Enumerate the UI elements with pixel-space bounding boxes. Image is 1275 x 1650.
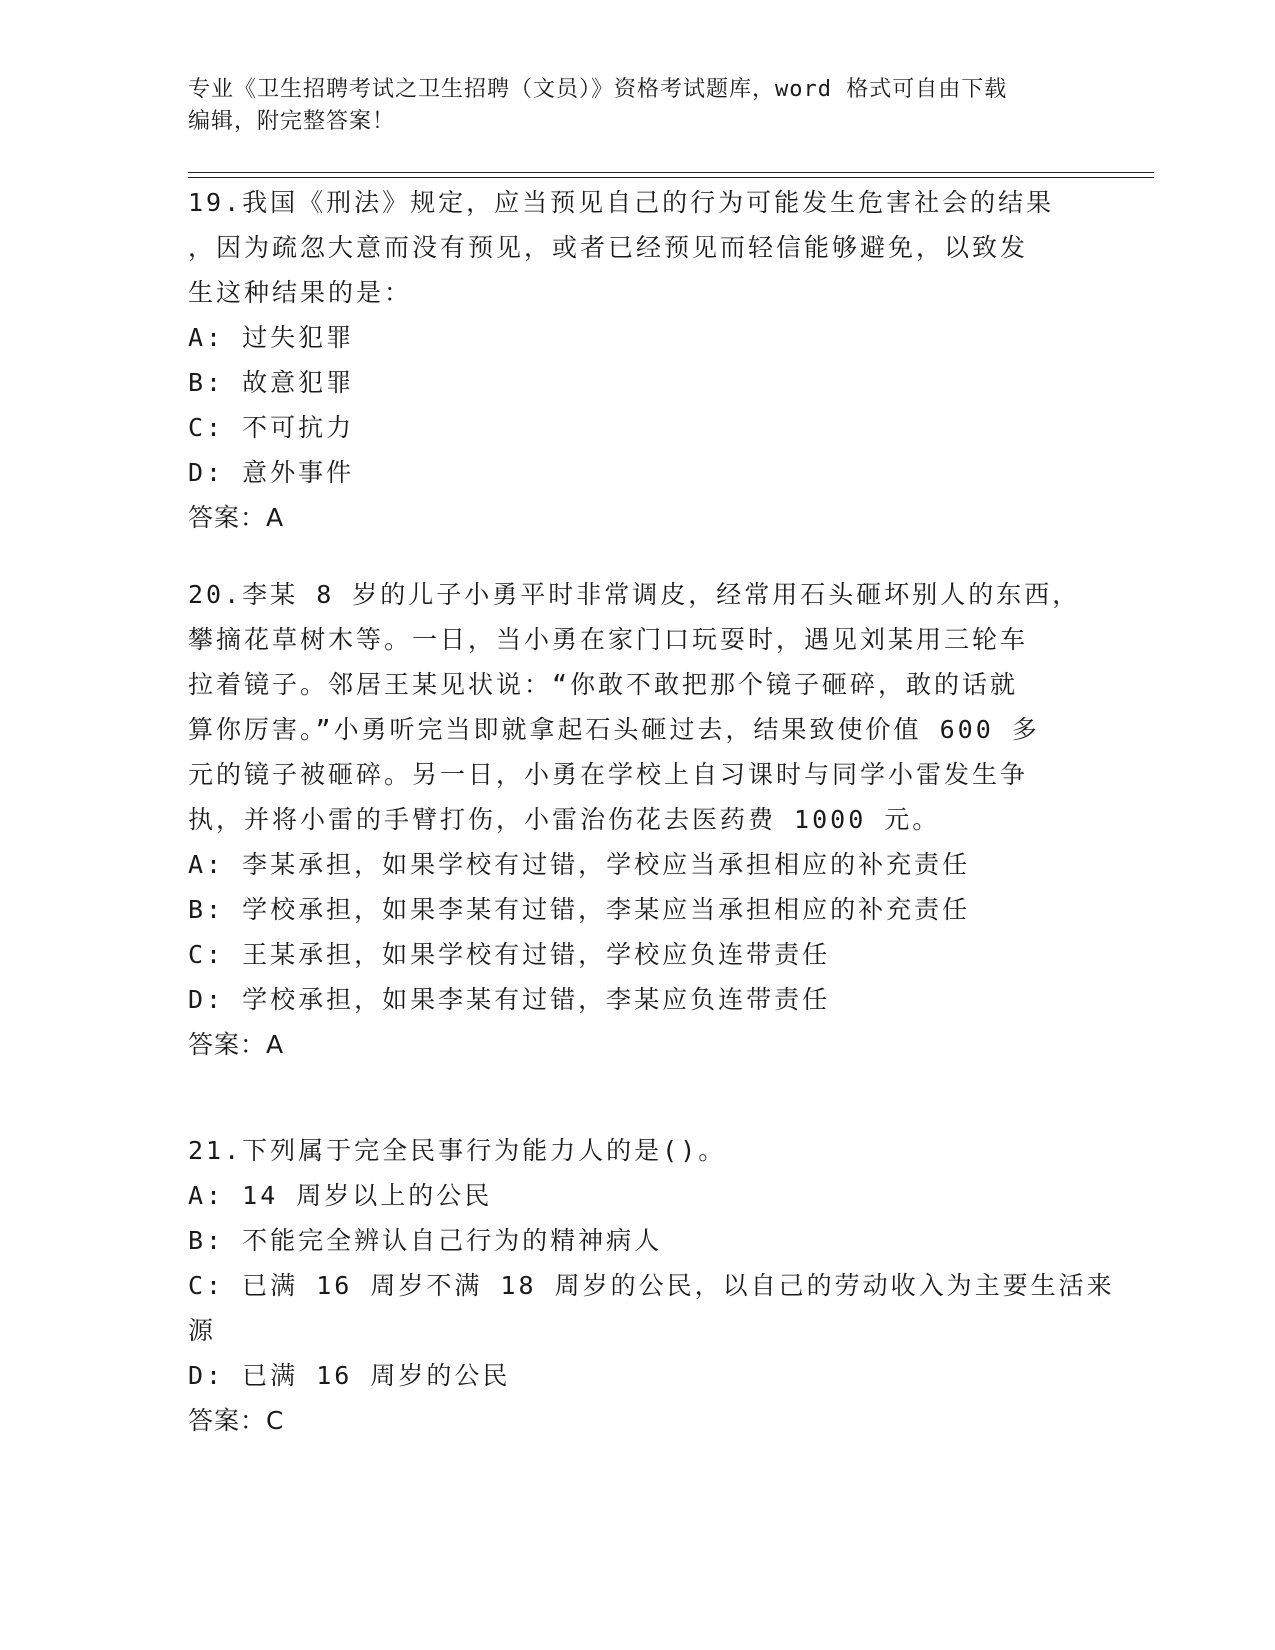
option-b: B: 故意犯罪 [188, 368, 355, 397]
option-a: A: 过失犯罪 [188, 323, 355, 352]
question-stem-line: 19.我国《刑法》规定，应当预见自己的行为可能发生危害社会的结果 [188, 188, 1055, 217]
option-a: A: 李某承担，如果学校有过错，学校应当承担相应的补充责任 [188, 850, 971, 879]
question-stem-line: ，因为疏忽大意而没有预见，或者已经预见而轻信能够避免，以致发 [188, 233, 1029, 262]
question-stem-line: 算你厉害。”小勇听完当即就拿起石头砸过去，结果致使价值 600 多 [188, 715, 1040, 744]
header-divider-top [188, 172, 1154, 173]
question-20 [188, 572, 1088, 1067]
question-stem-line: 元的镜子被砸碎。另一日，小勇在学校上自习课时与同学小雷发生争 [188, 760, 1029, 789]
question-stem-line: 生这种结果的是： [188, 278, 413, 307]
document-header [188, 74, 1088, 138]
header-line-1: 专业《卫生招聘考试之卫生招聘（文员）》资格考试题库，word 格式可自由下载 [188, 77, 1008, 102]
option-d: D: 已满 16 周岁的公民 [188, 1361, 511, 1390]
question-stem-line: 执，并将小雷的手臂打伤，小雷治伤花去医药费 1000 元。 [188, 805, 941, 834]
option-d: D: 意外事件 [188, 458, 355, 487]
option-c-continued: 源 [188, 1316, 217, 1345]
answer-label: 答案：A [188, 503, 285, 532]
answer-label: 答案：A [188, 1030, 285, 1059]
option-b: B: 不能完全辨认自己行为的精神病人 [188, 1226, 663, 1255]
option-b: B: 学校承担，如果李某有过错，李某应当承担相应的补充责任 [188, 895, 971, 924]
option-a: A: 14 周岁以上的公民 [188, 1181, 493, 1210]
question-stem-line: 攀摘花草树木等。一日，当小勇在家门口玩耍时，遇见刘某用三轮车 [188, 625, 1029, 654]
option-c: C: 不可抗力 [188, 413, 355, 442]
option-c: C: 王某承担，如果学校有过错，学校应负连带责任 [188, 940, 831, 969]
header-divider-bottom [188, 177, 1154, 178]
option-d: D: 学校承担，如果李某有过错，李某应负连带责任 [188, 985, 831, 1014]
question-21 [188, 1128, 1115, 1443]
question-stem-line: 拉着镜子。邻居王某见状说：“你敢不敢把那个镜子砸碎，敢的话就 [188, 670, 1019, 699]
question-19 [188, 180, 1088, 540]
answer-label: 答案：C [188, 1406, 285, 1435]
question-stem-line: 21.下列属于完全民事行为能力人的是()。 [188, 1136, 727, 1165]
option-c: C: 已满 16 周岁不满 18 周岁的公民，以自己的劳动收入为主要生活来 [188, 1271, 1115, 1300]
header-line-2: 编辑，附完整答案！ [188, 109, 396, 134]
question-stem-line: 20.李某 8 岁的儿子小勇平时非常调皮，经常用石头砸坏别人的东西， [188, 580, 1081, 609]
